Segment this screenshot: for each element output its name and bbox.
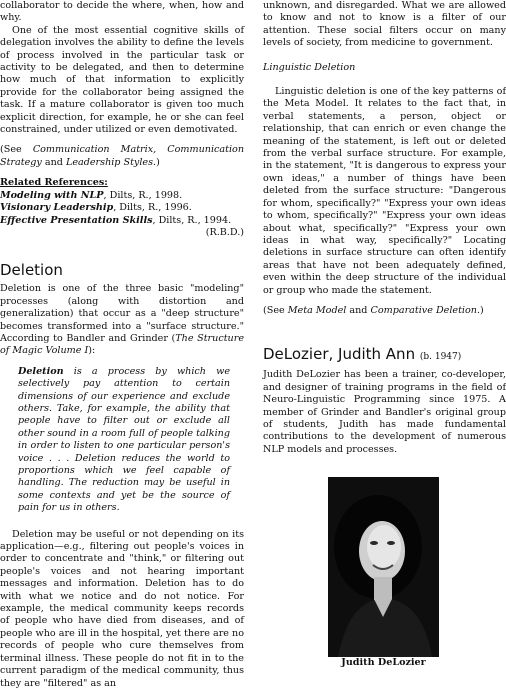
subheading-linguistic-deletion: Linguistic Deletion: [263, 61, 356, 73]
paragraph: One of the most essential cognitive skills of delegation involves the ability to define the levels of process involved in the particular task or activity to be delegated, and then to determine how much of that information to explicitly provide for the collaborator being assigned the task. If a mature collaborator is given too much explicit direction, for example, he or she can feel constrained, under utilized or even demotivated.: [0, 24, 244, 136]
references-list: [0, 190, 244, 227]
paragraph: Deletion is one of the three basic "modeling" processes (along with distortion and generalization) that occur as a "deep structure" becomes transformed into a "surface structure." According to Bandler and Grinder (The Structure of Magic Volume I):: [0, 283, 244, 357]
section-heading-deletion: Deletion: [0, 261, 63, 280]
see-also: (See Meta Model and Comparative Deletion.): [263, 304, 484, 316]
author-initials: (R.B.D.): [205, 226, 244, 238]
birth-year: (b. 1947): [419, 352, 462, 363]
see-also-link: Meta Model: [287, 304, 347, 316]
paragraph: Linguistic deletion is one of the key patterns of the Meta Model. It relates to the fact that, in verbal statements, a person, object or relationship, that can enrich or even change the meaning of the statement, is left out or deleted from the verbal surface structure. For example, in the statement, "It is dangerous to express your own ideas," a number of things have been deleted from the surface structure: "Dangerous for whom, specifically?" "Express your own ideas to whom, specifically?" "Express your own ideas about what, specifically?" "Express your own ideas in what way, specifically?" Locating deletions in surface structure can often identify areas that have not been adequately defined, even within the deep structure of the individual or group who made the statement.: [263, 86, 506, 296]
see-also-link: Leadership Styles: [65, 156, 154, 168]
see-also-link: Comparative Deletion: [370, 304, 477, 316]
paragraph: collaborator to decide the where, when, how and why.: [0, 0, 244, 24]
paragraph: Judith DeLozier has been a trainer, co-developer, and designer of training programs in the field of Neuro-Linguistic Programming since 1975. A member of Grinder and Bandler's original group of students, Judith has made fundamental contributions to the development of numerous NLP models and processes.: [263, 369, 506, 455]
reference-item: Modeling with NLP, Dilts, R., 1998.: [0, 189, 183, 201]
block-quote: Deletion is a process by which we selectively pay attention to certain dimensions of our experience and exclude others. Take, for example, the ability that people have to filter out or exclude all other sound in a room full of people talking in order to listen to one particular person's voice . . . Deletion reduces the world to proportions which we feel capable of handling. The reduction may be useful in some contexts and yet be the source of pain for us in others.: [18, 365, 230, 514]
photo-caption: Judith DeLozier: [341, 657, 426, 668]
portrait-image: [328, 477, 439, 657]
see-also: (See Communication Matrix, Communication Strategy and Leadership Styles.): [0, 144, 244, 168]
section-heading-delozier: DeLozier, Judith Ann (b. 1947): [263, 345, 462, 364]
paragraph: unknown, and disregarded. What we are allowed to know and not to know is a filter of our attention. These social filters occur on many levels of society, from medicine to government.: [263, 0, 506, 49]
see-also-link: Communication Matrix, Communication Strategy: [0, 144, 244, 168]
reference-item: Effective Presentation Skills, Dilts, R., 1994.: [0, 214, 232, 226]
portrait-photo: [328, 477, 439, 657]
references-heading: Related References:: [0, 177, 108, 189]
right-column: [263, 0, 506, 456]
left-column: [0, 0, 244, 690]
reference-item: Visionary Leadership, Dilts, R., 1996.: [0, 202, 192, 214]
paragraph: Deletion may be useful or not depending on its application—e.g., filtering out people's voices in order to concentrate and "think," or filtering out people's voices and not hearing important messages and information. Deletion has to do with what we notice and do not notice. For example, the medical community keeps records of people who have died from diseases, and of people who are ill in the hospital, yet there are no records of people who cure themselves from terminal illness. These people do not fit in to the current paradigm of the medical community, thus they are "filtered" as an: [0, 528, 244, 689]
